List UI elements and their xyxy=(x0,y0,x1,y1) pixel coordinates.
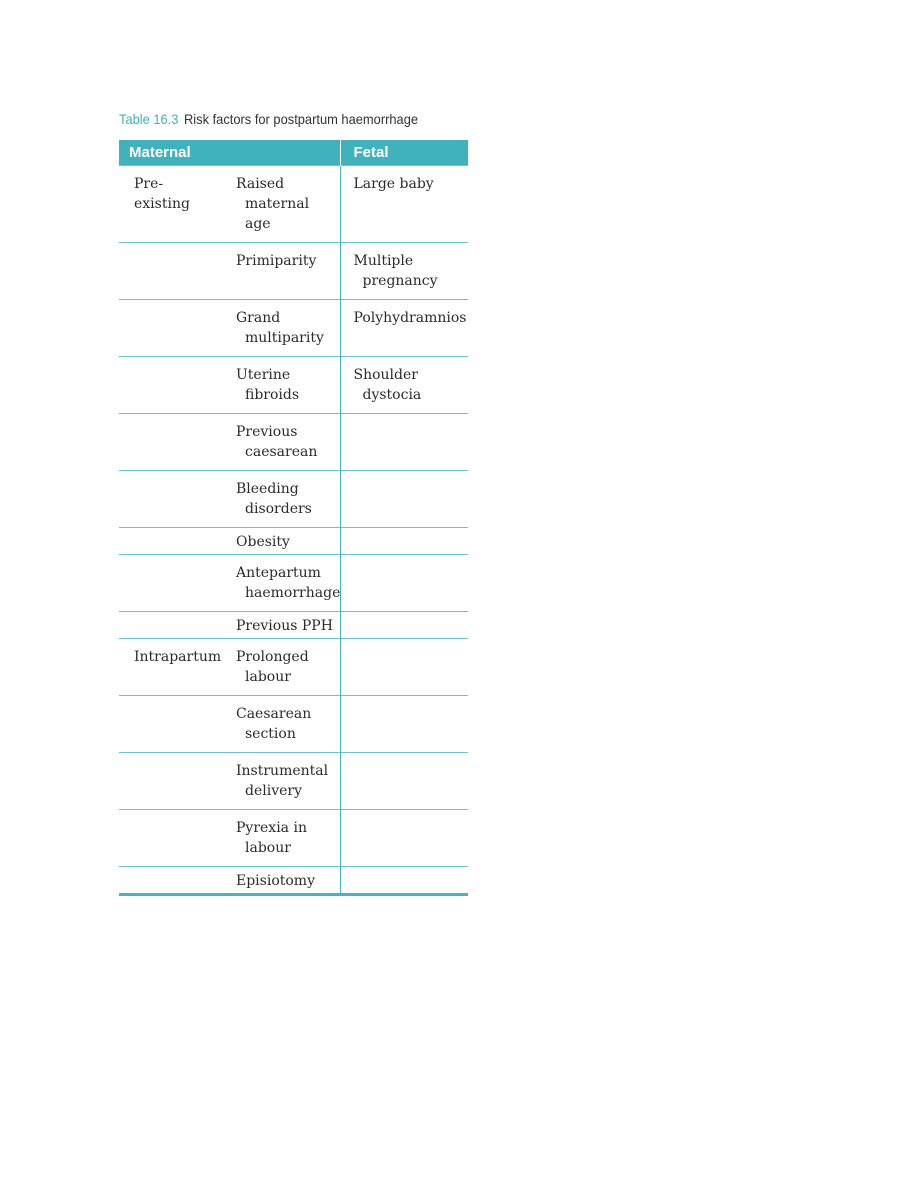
maternal-factor-text: Prolonged labour xyxy=(236,649,309,685)
fetal-factor-cell xyxy=(340,300,468,357)
risk-factors-table xyxy=(119,140,468,896)
table-row xyxy=(119,867,468,895)
maternal-factor-text: Grand multiparity xyxy=(236,310,324,346)
maternal-factor-cell xyxy=(221,243,340,300)
category-cell xyxy=(119,696,221,753)
category-cell xyxy=(119,753,221,810)
maternal-factor-cell xyxy=(221,166,340,243)
maternal-factor-cell xyxy=(221,696,340,753)
maternal-factor-cell xyxy=(221,555,340,612)
maternal-factor-text: Primiparity xyxy=(236,253,317,269)
table-row xyxy=(119,810,468,867)
maternal-factor-text: Obesity xyxy=(236,534,290,550)
fetal-factor-cell xyxy=(340,471,468,528)
fetal-factor-cell xyxy=(340,243,468,300)
category-cell xyxy=(119,867,221,895)
maternal-factor-cell xyxy=(221,357,340,414)
table-row xyxy=(119,753,468,810)
maternal-factor-text: Bleeding disorders xyxy=(236,481,312,517)
fetal-factor-cell xyxy=(340,555,468,612)
fetal-factor-cell xyxy=(340,357,468,414)
category-cell xyxy=(119,612,221,639)
table-header-row xyxy=(119,140,468,166)
fetal-factor-cell xyxy=(340,753,468,810)
table-row xyxy=(119,528,468,555)
maternal-factor-cell xyxy=(221,528,340,555)
maternal-factor-cell xyxy=(221,414,340,471)
fetal-factor-text: Large baby xyxy=(353,176,434,192)
maternal-factor-text: Uterine fibroids xyxy=(236,367,300,403)
maternal-factor-cell xyxy=(221,612,340,639)
table-number: Table 16.3 xyxy=(119,111,179,127)
maternal-factor-text: Raised maternal age xyxy=(236,176,310,232)
maternal-factor-cell xyxy=(221,867,340,895)
fetal-factor-text: Multiple pregnancy xyxy=(353,253,438,289)
fetal-factor-cell xyxy=(340,696,468,753)
maternal-factor-cell xyxy=(221,753,340,810)
category-cell: Pre-existing xyxy=(119,166,221,243)
fetal-factor-text: Shoulder dystocia xyxy=(353,367,422,403)
fetal-factor-cell xyxy=(340,810,468,867)
maternal-factor-text: Instrumental delivery xyxy=(236,763,329,799)
maternal-factor-text: Previous PPH xyxy=(236,618,333,634)
table-row xyxy=(119,357,468,414)
table-row xyxy=(119,414,468,471)
table-caption xyxy=(119,111,418,127)
table-row xyxy=(119,639,468,696)
table-row xyxy=(119,696,468,753)
category-cell xyxy=(119,810,221,867)
fetal-factor-cell xyxy=(340,414,468,471)
table-row xyxy=(119,166,468,243)
table-row xyxy=(119,612,468,639)
maternal-factor-text: Episiotomy xyxy=(236,873,315,889)
maternal-column-header: Maternal xyxy=(119,140,340,166)
category-cell xyxy=(119,555,221,612)
category-cell xyxy=(119,243,221,300)
maternal-factor-cell xyxy=(221,300,340,357)
maternal-factor-text: Caesarean section xyxy=(236,706,312,742)
maternal-factor-cell xyxy=(221,471,340,528)
maternal-factor-text: Previous caesarean xyxy=(236,424,318,460)
fetal-factor-cell xyxy=(340,612,468,639)
fetal-factor-cell xyxy=(340,639,468,696)
category-cell xyxy=(119,414,221,471)
fetal-factor-cell xyxy=(340,867,468,895)
table-row xyxy=(119,471,468,528)
fetal-factor-cell xyxy=(340,528,468,555)
table-title: Risk factors for postpartum haemorrhage xyxy=(183,111,419,127)
maternal-factor-text: Pyrexia in labour xyxy=(236,820,307,856)
category-cell xyxy=(119,357,221,414)
category-cell: Intrapartum xyxy=(119,639,221,696)
table-row xyxy=(119,300,468,357)
maternal-factor-cell xyxy=(221,810,340,867)
fetal-factor-text: Polyhydramnios xyxy=(353,310,467,326)
table-row xyxy=(119,243,468,300)
category-cell xyxy=(119,528,221,555)
maternal-factor-cell xyxy=(221,639,340,696)
fetal-column-header: Fetal xyxy=(340,140,468,166)
table-row xyxy=(119,555,468,612)
fetal-factor-cell xyxy=(340,166,468,243)
category-cell xyxy=(119,471,221,528)
maternal-factor-text: Antepartum haemorrhage xyxy=(236,565,341,601)
category-cell xyxy=(119,300,221,357)
